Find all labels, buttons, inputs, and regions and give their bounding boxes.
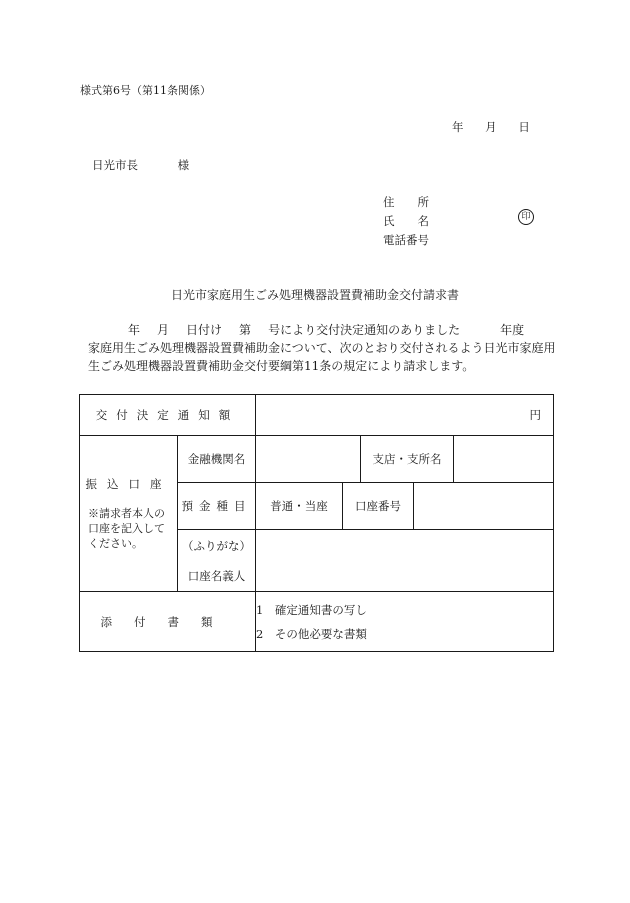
- body-rest: 号により交付決定通知のありました: [268, 323, 461, 337]
- request-text: [88, 321, 558, 375]
- body-year: 年: [128, 323, 141, 337]
- account-number-label: 口座番号: [342, 483, 413, 529]
- branch-label: 支店・支所名: [360, 436, 453, 482]
- applicant-block: [383, 193, 435, 250]
- phone-label: 電話番号: [383, 233, 429, 247]
- body-num: 第: [239, 323, 252, 337]
- transfer-account-label: 振込口座: [85, 477, 172, 491]
- branch-field[interactable]: [453, 436, 553, 482]
- notice-amount-label: 交付決定通知額: [80, 395, 256, 436]
- request-table: [79, 394, 554, 652]
- bank-row: [256, 436, 554, 483]
- furigana-label: （ふりがな）: [182, 538, 251, 553]
- request-line-1: [88, 321, 558, 339]
- document-title: 日光市家庭用生ごみ処理機器設置費補助金交付請求書: [170, 288, 459, 302]
- deposit-row: [256, 483, 554, 530]
- addressee: [92, 157, 189, 173]
- holder-label-cell: [178, 530, 256, 592]
- bank-label: 金融機関名: [178, 436, 256, 483]
- notice-amount-field[interactable]: [256, 395, 554, 436]
- account-number-field[interactable]: [413, 483, 553, 529]
- attachments-list: [256, 592, 554, 652]
- yen-unit: 円: [529, 408, 541, 422]
- form-number: 様式第6号（第11条関係）: [80, 84, 211, 97]
- attachments-label: 添付書類: [80, 592, 256, 652]
- deposit-type-value[interactable]: 普通・当座: [270, 499, 328, 513]
- body-fy: 年度: [500, 323, 525, 337]
- date-month: 月: [485, 120, 497, 134]
- account-holder-field[interactable]: [256, 530, 554, 592]
- transfer-account-cell: [80, 436, 178, 592]
- transfer-note: ※請求者本人の口座を記入してください。: [88, 507, 165, 550]
- addressee-suffix: 様: [177, 158, 190, 172]
- seal-mark: 印: [518, 209, 534, 225]
- date-line: [452, 119, 530, 135]
- date-day: 日: [518, 120, 530, 134]
- bank-name-field[interactable]: [256, 436, 360, 482]
- attachment-item: 1 確定通知書の写し: [256, 602, 367, 617]
- body-month: 月: [157, 323, 170, 337]
- attachment-item: 2 その他必要な書類: [256, 626, 367, 641]
- date-year: 年: [452, 120, 464, 134]
- name-label: 氏 名: [383, 214, 429, 228]
- body-day: 日付け: [186, 323, 223, 337]
- request-line-2: 家庭用生ごみ処理機器設置費補助金について、次のとおり交付されるよう日光市家庭用: [88, 341, 556, 355]
- addressee-name: 日光市長: [92, 158, 138, 172]
- account-holder-label: 口座名義人: [187, 568, 246, 583]
- address-label: 住 所: [383, 195, 429, 209]
- deposit-type-label: 預金種目: [178, 483, 256, 530]
- request-line-3: 生ごみ処理機器設置費補助金交付要綱第11条の規定により請求します。: [88, 359, 475, 373]
